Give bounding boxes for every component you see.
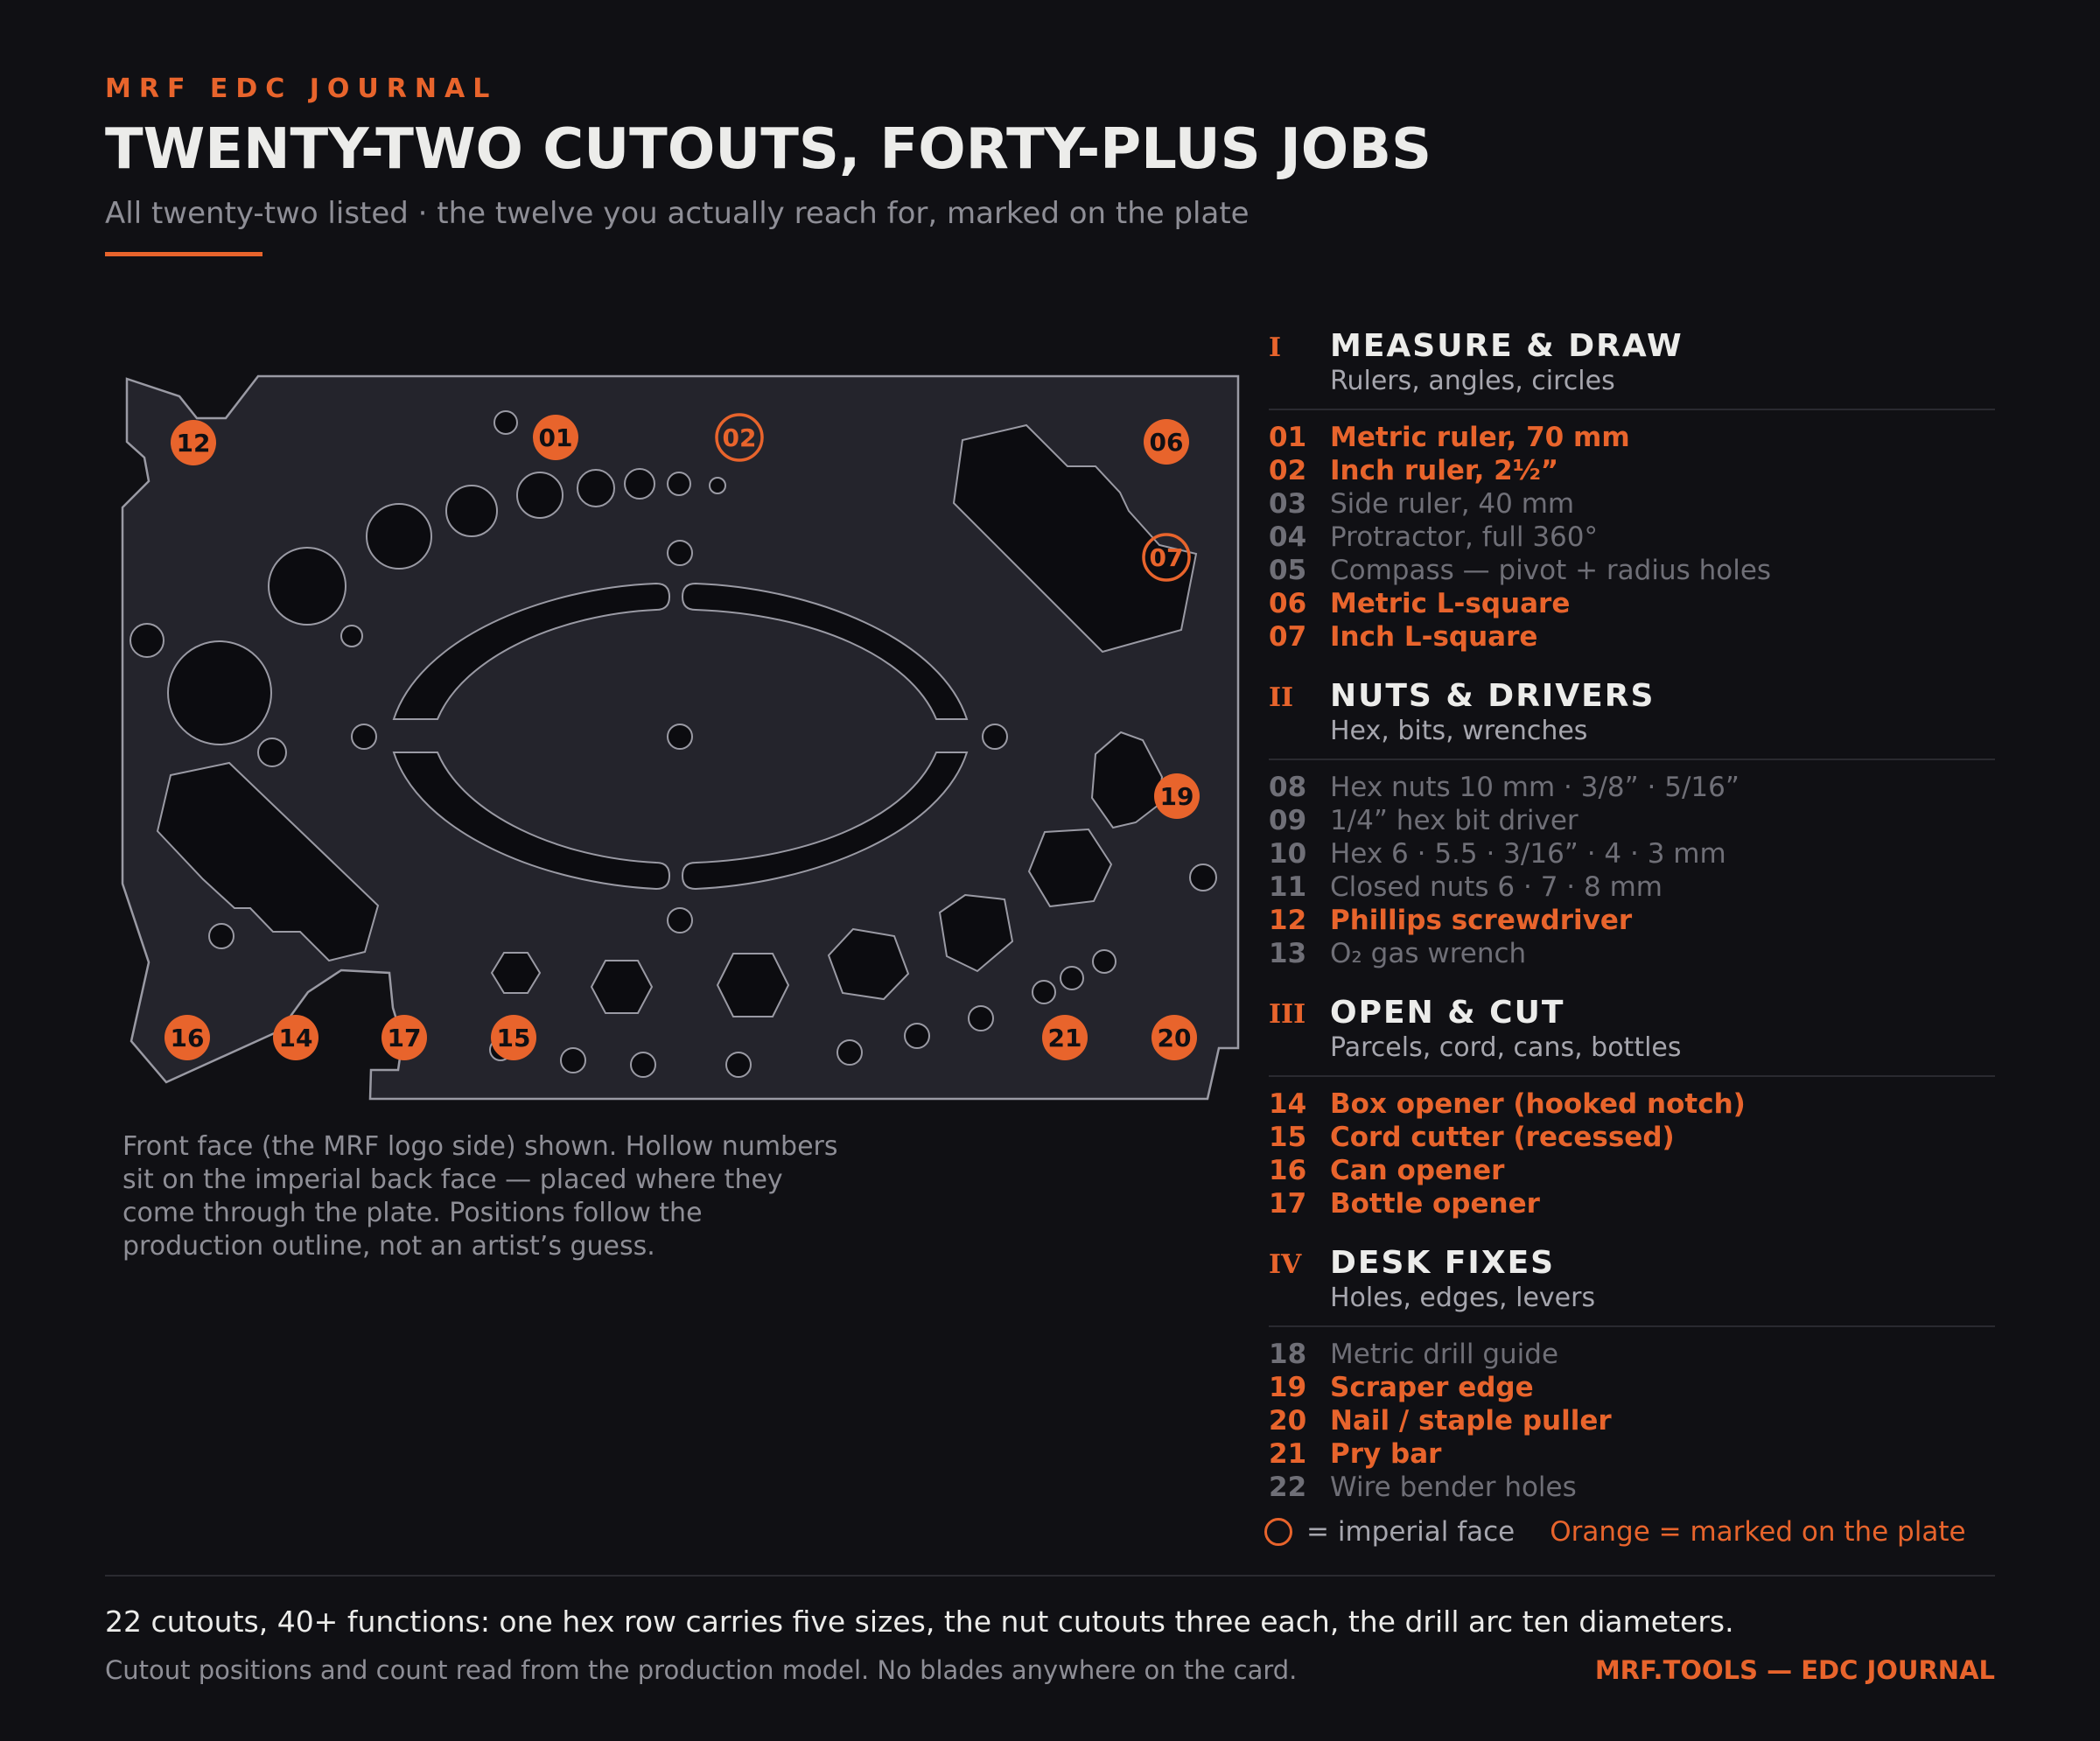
section-nuts-drivers <box>1269 678 1995 970</box>
list-item <box>1269 1187 1995 1220</box>
plate-caption <box>122 1130 875 1263</box>
plate-marker-17 <box>382 1015 427 1060</box>
section-title: MEASURE & DRAW <box>1330 328 1684 364</box>
page-subtitle: All twenty-two listed · the twelve you actually reach for, marked on the plate <box>105 196 1250 231</box>
item-number: 22 <box>1269 1472 1307 1503</box>
svg-text:20: 20 <box>1157 1024 1192 1052</box>
list-item <box>1269 804 1995 837</box>
plate-marker-14 <box>273 1015 318 1060</box>
item-number: 09 <box>1269 805 1307 836</box>
section-title: NUTS & DRIVERS <box>1330 678 1656 714</box>
item-number: 01 <box>1269 422 1307 453</box>
plate-marker-21 <box>1042 1015 1088 1060</box>
item-label: Protractor, full 360° <box>1330 521 1599 553</box>
section-numeral: III <box>1269 999 1306 1030</box>
item-label: Metric L-square <box>1330 588 1571 619</box>
kicker: MRF EDC JOURNAL <box>105 73 498 104</box>
caption-line: sit on the imperial back face — placed where they <box>122 1164 783 1195</box>
plate-marker-16 <box>164 1015 210 1060</box>
item-label: Phillips screwdriver <box>1330 905 1633 936</box>
section-divider <box>1269 759 1995 760</box>
caption-line: come through the plate. Positions follow the <box>122 1198 703 1228</box>
svg-text:17: 17 <box>387 1024 422 1052</box>
list-item <box>1269 1437 1995 1471</box>
item-number: 10 <box>1269 838 1307 870</box>
hollow-circle-icon <box>1264 1518 1292 1546</box>
svg-text:14: 14 <box>278 1024 313 1052</box>
cutout-legend <box>1269 328 1995 1504</box>
item-number: 17 <box>1269 1188 1307 1220</box>
legend-key <box>1264 1516 1966 1548</box>
svg-text:07: 07 <box>1149 543 1184 572</box>
svg-text:01: 01 <box>538 423 573 452</box>
item-number: 07 <box>1269 621 1307 653</box>
list-item <box>1269 454 1995 487</box>
list-item <box>1269 837 1995 870</box>
list-item <box>1269 870 1995 904</box>
list-item <box>1269 904 1995 937</box>
footer-note: Cutout positions and count read from the production model. No blades anywhere on the card. <box>105 1655 1298 1685</box>
footer-summary: 22 cutouts, 40+ functions: one hex row carries five sizes, the nut cutouts three each, the drill arc ten diameters. <box>105 1605 1734 1639</box>
section-divider <box>1269 409 1995 410</box>
section-numeral: I <box>1269 332 1282 363</box>
list-item <box>1269 1087 1995 1121</box>
item-label: Box opener (hooked notch) <box>1330 1088 1746 1120</box>
list-item <box>1269 554 1995 587</box>
marked-key-label: Orange = marked on the plate <box>1550 1516 1966 1548</box>
section-numeral: II <box>1269 682 1294 713</box>
imperial-key-label: = imperial face <box>1306 1516 1516 1548</box>
item-label: Inch ruler, 2½” <box>1330 455 1559 486</box>
item-label: Closed nuts 6 · 7 · 8 mm <box>1330 871 1662 903</box>
section-divider <box>1269 1075 1995 1077</box>
plate-marker-15 <box>491 1015 536 1060</box>
list-item <box>1269 937 1995 970</box>
item-number: 04 <box>1269 521 1307 553</box>
section-measure-draw <box>1269 328 1995 654</box>
item-label: Bottle opener <box>1330 1188 1540 1220</box>
item-number: 19 <box>1269 1372 1307 1403</box>
item-number: 20 <box>1269 1405 1307 1437</box>
list-item <box>1269 1338 1995 1371</box>
item-number: 15 <box>1269 1122 1307 1153</box>
list-item <box>1269 487 1995 521</box>
item-number: 14 <box>1269 1088 1307 1120</box>
page-title: TWENTY-TWO CUTOUTS, FORTY-PLUS JOBS <box>105 117 1432 182</box>
section-subtitle: Hex, bits, wrenches <box>1330 716 1588 746</box>
item-number: 18 <box>1269 1339 1307 1370</box>
svg-text:21: 21 <box>1047 1024 1082 1052</box>
section-title: DESK FIXES <box>1330 1245 1556 1281</box>
list-item <box>1269 1154 1995 1187</box>
section-subtitle: Parcels, cord, cans, bottles <box>1330 1032 1682 1063</box>
item-label: 1/4” hex bit driver <box>1330 805 1578 836</box>
footer-divider <box>105 1575 1995 1577</box>
item-number: 21 <box>1269 1438 1307 1470</box>
item-label: Cord cutter (recessed) <box>1330 1122 1675 1153</box>
list-item <box>1269 1121 1995 1154</box>
caption-line: Front face (the MRF logo side) shown. Hollow numbers <box>122 1131 838 1162</box>
svg-text:16: 16 <box>170 1024 205 1052</box>
item-label: Compass — pivot + radius holes <box>1330 555 1772 586</box>
section-open-cut <box>1269 995 1995 1220</box>
item-label: Pry bar <box>1330 1438 1442 1470</box>
svg-text:15: 15 <box>496 1024 531 1052</box>
item-number: 03 <box>1269 488 1307 520</box>
item-label: Metric drill guide <box>1330 1339 1559 1370</box>
item-number: 05 <box>1269 555 1307 586</box>
section-subtitle: Holes, edges, levers <box>1330 1283 1596 1313</box>
item-label: Wire bender holes <box>1330 1472 1577 1503</box>
plate-marker-12 <box>171 420 216 465</box>
svg-text:12: 12 <box>176 429 211 458</box>
svg-text:06: 06 <box>1149 428 1184 457</box>
item-number: 11 <box>1269 871 1307 903</box>
item-label: Scraper edge <box>1330 1372 1534 1403</box>
item-label: Hex 6 · 5.5 · 3/16” · 4 · 3 mm <box>1330 838 1726 870</box>
plate-marker-06 <box>1144 419 1189 465</box>
plate-marker-01 <box>533 415 578 460</box>
item-label: O₂ gas wrench <box>1330 938 1527 969</box>
item-number: 06 <box>1269 588 1307 619</box>
item-label: Side ruler, 40 mm <box>1330 488 1575 520</box>
list-item <box>1269 620 1995 654</box>
section-numeral: IV <box>1269 1249 1302 1280</box>
item-number: 08 <box>1269 772 1307 803</box>
tool-plate-diagram <box>0 0 1260 1129</box>
item-label: Inch L-square <box>1330 621 1538 653</box>
item-number: 16 <box>1269 1155 1307 1186</box>
plate-marker-19 <box>1154 773 1200 819</box>
item-label: Can opener <box>1330 1155 1505 1186</box>
svg-text:19: 19 <box>1159 782 1194 811</box>
svg-text:02: 02 <box>722 423 757 452</box>
list-item <box>1269 521 1995 554</box>
list-item <box>1269 1471 1995 1504</box>
list-item <box>1269 1371 1995 1404</box>
item-number: 02 <box>1269 455 1307 486</box>
list-item <box>1269 587 1995 620</box>
item-number: 12 <box>1269 905 1307 936</box>
section-desk-fixes <box>1269 1245 1995 1504</box>
plate-marker-20 <box>1152 1015 1197 1060</box>
section-title: OPEN & CUT <box>1330 995 1565 1031</box>
list-item <box>1269 771 1995 804</box>
caption-line: production outline, not an artist’s guess. <box>122 1231 655 1262</box>
section-divider <box>1269 1325 1995 1327</box>
list-item <box>1269 421 1995 454</box>
list-item <box>1269 1404 1995 1437</box>
section-subtitle: Rulers, angles, circles <box>1330 366 1615 396</box>
item-label: Nail / staple puller <box>1330 1405 1612 1437</box>
item-number: 13 <box>1269 938 1307 969</box>
item-label: Metric ruler, 70 mm <box>1330 422 1630 453</box>
item-label: Hex nuts 10 mm · 3/8” · 5/16” <box>1330 772 1740 803</box>
footer-brand: MRF.TOOLS — EDC JOURNAL <box>1594 1655 1995 1685</box>
